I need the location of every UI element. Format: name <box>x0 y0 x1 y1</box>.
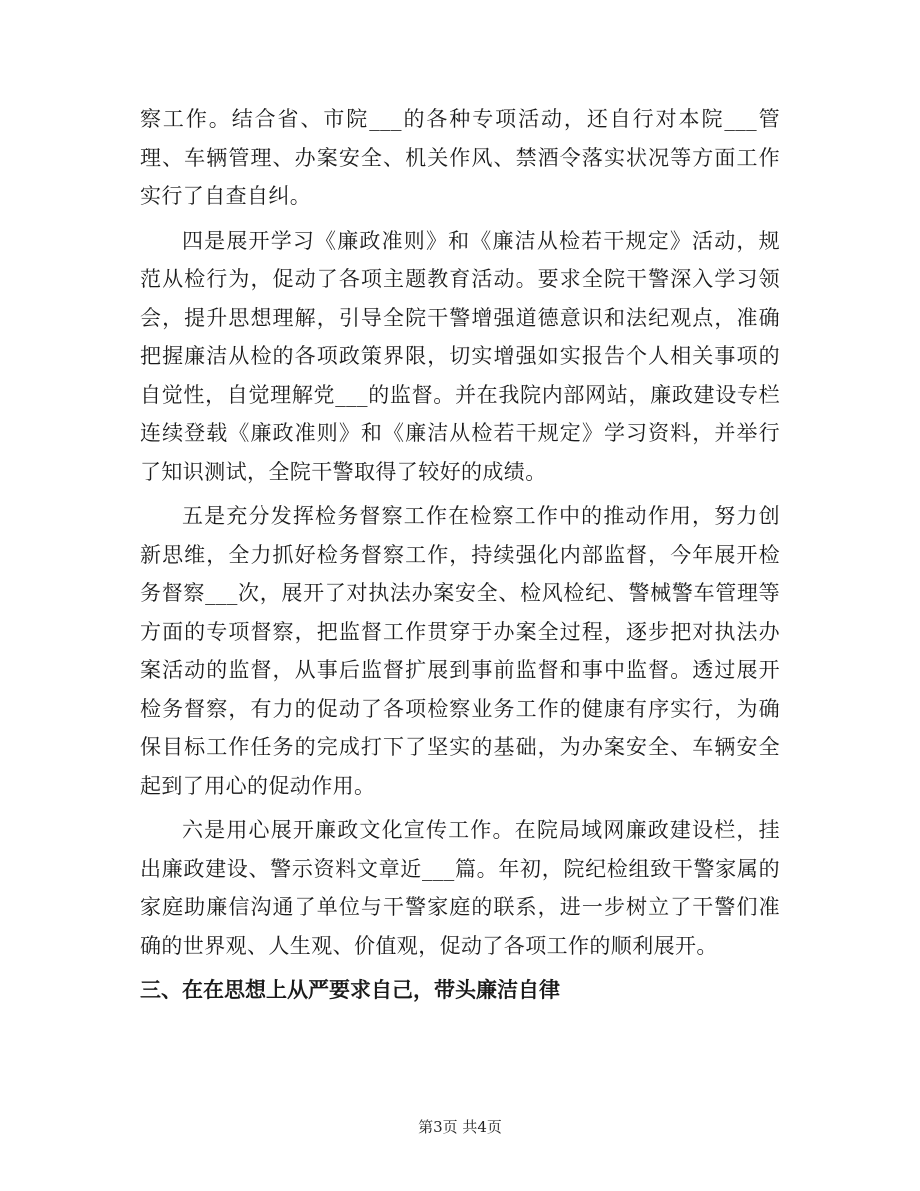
document-body <box>140 100 780 1010</box>
paragraph-1: 察工作。结合省、市院___的各种专项活动，还自行对本院___管理、车辆管理、办案安全、机关作风、禁酒令落实状况等方面工作实行了自查自纠。 <box>140 107 780 208</box>
paragraph-2: 四是展开学习《廉政准则》和《廉洁从检若干规定》活动，规范从检行为，促动了各项主题教育活动。要求全院干警深入学习领会，提升思想理解，引导全院干警增强道德意识和法纪观点，准确把握廉洁从检的各项政策界限，切实增强如实报告个人相关事项的自觉性，自觉理解党___的监督。并在我院内部网站，廉政建设专栏连续登载《廉政准则》和《廉洁从检若干规定》学习资料，并举行了知识测试，全院干警取得了较好的成绩。 <box>140 228 780 484</box>
page-number-footer: 第3页 共4页 <box>418 1118 502 1136</box>
paragraph-4: 六是用心展开廉政文化宣传工作。在院局域网廉政建设栏，挂出廉政建设、警示资料文章近___篇。年初，院纪检组致干警家属的家庭助廉信沟通了单位与干警家庭的联系，进一步树立了干警们准确的世界观、人生观、价值观，促动了各项工作的顺利展开。 <box>140 818 780 958</box>
paragraph-3: 五是充分发挥检务督察工作在检察工作中的推动作用，努力创新思维，全力抓好检务督察工作，持续强化内部监督，今年展开检务督察___次，展开了对执法办案安全、检风检纪、警械警车管理等方面的专项督察，把监督工作贯穿于办案全过程，逐步把对执法办案活动的监督，从事后监督扩展到事前监督和事中监督。透过展开检务督察，有力的促动了各项检察业务工作的健康有序实行，为确保目标工作任务的完成打下了坚实的基础，为办案安全、车辆安全起到了用心的促动作用。 <box>140 504 780 798</box>
section-heading: 三、在在思想上从严要求自己，带头廉洁自律 <box>140 977 560 1002</box>
